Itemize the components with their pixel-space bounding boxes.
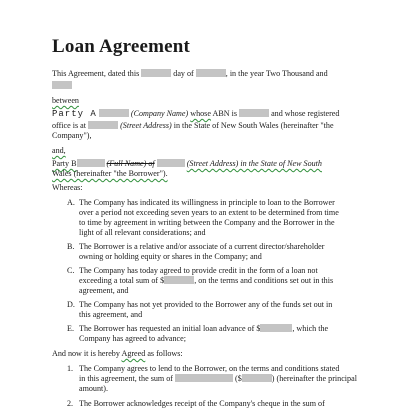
redacted-month (196, 69, 226, 77)
party-a-line-1 (52, 109, 339, 119)
recital-e-text-a: The Borrower has requested an initial loan advance of $ (79, 324, 261, 333)
clause-1-line-1: The Company agrees to lend to the Borrower, on the terms and conditions stated (79, 364, 340, 373)
redacted-sum-words (175, 374, 233, 382)
recital-d-line-1: The Company has not yet provided to the Borrower any of the funds set out in (79, 300, 333, 309)
redacted-company (99, 109, 129, 117)
redacted-advance (260, 324, 292, 332)
between-word: between (52, 96, 79, 105)
clause-1-line-2 (79, 374, 357, 384)
intro-line (52, 69, 328, 79)
recital-e-label: E. (67, 324, 74, 333)
party-b-line2: Wales (hereinafter "the Borrower"). (52, 169, 168, 178)
between-line (52, 96, 79, 106)
party-b-full-name: (Full Name) of (106, 159, 155, 168)
redacted-total-sum (164, 276, 194, 284)
party-a-and-reg: and whose registered (271, 109, 340, 118)
redacted-year (52, 81, 72, 89)
party-b-street: (Street Address) in the State of New South (186, 159, 322, 168)
agreed-line (52, 349, 183, 359)
redacted-day (141, 69, 171, 77)
recital-c-text-a: exceeding a total sum of $ (79, 276, 165, 285)
recital-a-line-2: over a period not exceeding seven years to an extent to be determined from time (79, 208, 339, 217)
document-title: Loan Agreement (52, 36, 191, 57)
recital-e-text-b: , which the (292, 324, 329, 333)
intro-text-3: , in the year Two Thousand and (225, 69, 328, 78)
clause-1-text-a: in this agreement, the sum of (79, 374, 173, 383)
party-a-state: in the State of New South Wales (hereinafter "the (173, 121, 334, 130)
recital-c-line-3: agreement, and (79, 286, 129, 295)
recital-b-line-1: The Borrower is a relative and/or associate of a current director/shareholder (79, 242, 325, 251)
clause-1-label: 1. (67, 364, 74, 373)
party-a-whose: whose (190, 109, 211, 118)
party-a-label: Party A (52, 109, 97, 119)
clause-2-label: 2. (67, 399, 74, 408)
clause-1-text-b: ($ (235, 374, 242, 383)
recital-a-line-1: The Company has indicated its willingness in principle to loan to the Borrower (79, 198, 335, 207)
redacted-street (88, 121, 118, 129)
recital-b-label: B. (67, 242, 75, 251)
redacted-party-b-street (157, 159, 185, 167)
clause-2-line-1: The Borrower acknowledges receipt of the Company's cheque in the sum of (79, 399, 325, 408)
party-a-office: office is at (52, 121, 87, 130)
recital-d-label: D. (67, 300, 75, 309)
party-a-abn: ABN is (212, 109, 238, 118)
and-word: and, (52, 146, 66, 155)
party-b-prefix: Party B (52, 159, 77, 168)
recital-c-line-2 (79, 276, 333, 286)
agreed-before: And now it is hereby (52, 349, 120, 358)
recital-b-line-2: owning or holding equity or shares in the Company; and (79, 252, 262, 261)
recital-c-label: C. (67, 266, 75, 275)
party-a-street: (Street Address) (120, 121, 172, 130)
whereas-heading: Whereas: (52, 183, 83, 192)
recital-c-line-1: The Company has today agreed to provide credit in the form of a loan not (79, 266, 318, 275)
intro-line-2 (52, 81, 72, 91)
redacted-full-name (77, 159, 105, 167)
intro-text-2: day of (173, 69, 194, 78)
recital-a-line-3: to time by agreement in writing between the Company and the Borrower in the (79, 218, 335, 227)
recital-e-line-1 (79, 324, 328, 334)
recital-a-line-4: light of all relevant considerations; and (79, 228, 206, 237)
recital-e-line-2: Company has agreed to advance; (79, 334, 186, 343)
agreed-word: Agreed (121, 349, 146, 358)
intro-text-1: This Agreement, dated this (52, 69, 140, 78)
redacted-sum-figures (242, 374, 272, 382)
and-line (52, 146, 66, 156)
clause-1-text-c: ) (hereinafter the principal (271, 374, 357, 383)
recital-c-text-b: , on the terms and conditions set out in this (194, 276, 334, 285)
party-a-company-close: Company"), (52, 131, 92, 140)
recital-d-line-2: this agreement, and (79, 310, 143, 319)
party-a-line-3 (52, 131, 92, 141)
party-a-line-2 (52, 121, 334, 131)
agreed-after: as follows: (147, 349, 183, 358)
party-a-company: (Company Name) (130, 109, 189, 118)
party-b-line-1 (52, 159, 322, 169)
clause-1-line-3: amount). (79, 384, 108, 393)
party-b-line-2 (52, 169, 168, 179)
recital-a-label: A. (67, 198, 75, 207)
redacted-abn (239, 109, 269, 117)
